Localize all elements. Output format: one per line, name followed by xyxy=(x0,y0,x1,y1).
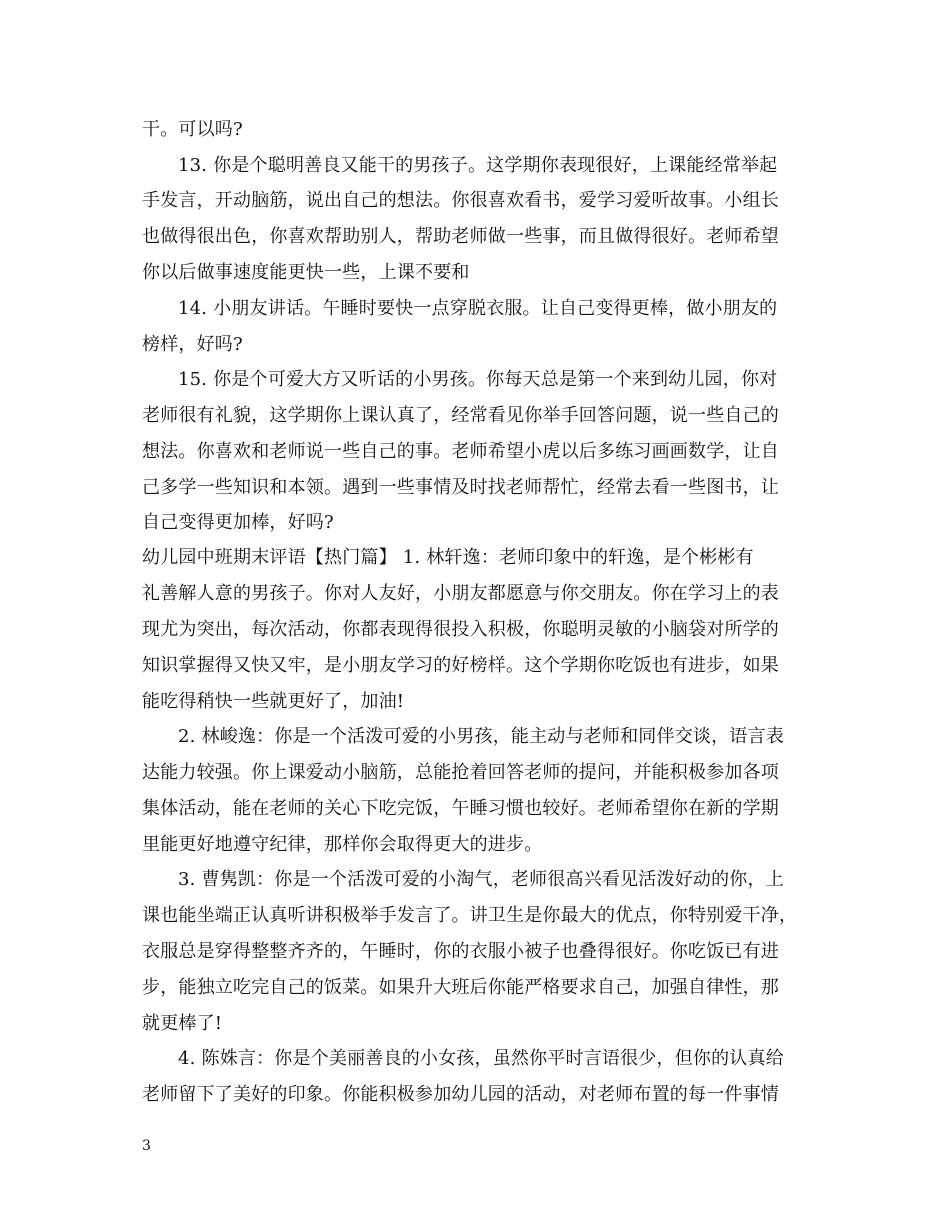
text-line: 礼善解人意的男孩子。你对人友好，小朋友都愿意与你交朋友。你在学习上的表 xyxy=(142,583,779,604)
text-line: 里能更好地遵守纪律，那样你会取得更大的进步。 xyxy=(142,834,543,855)
text-line: 达能力较强。你上课爱动小脑筋，总能抢着回答老师的提问，并能积极参加各项 xyxy=(142,762,779,783)
text-line: 14. 小朋友讲话。午睡时要快一点穿脱衣服。让自己变得更棒，做小朋友的 xyxy=(178,298,778,319)
text-line: 你以后做事速度能更快一些，上课不要和 xyxy=(142,262,470,283)
text-line: 课也能坐端正认真听讲积极举手发言了。讲卫生是你最大的优点，你特别爱干净， xyxy=(142,905,798,926)
text-line: 2. 林峻逸：你是一个活泼可爱的小男孩，能主动与老师和同伴交谈，语言表 xyxy=(178,726,784,747)
page-number: 3 xyxy=(142,1138,151,1154)
text-line: 集体活动，能在老师的关心下吃完饭，午睡习惯也较好。老师希望你在新的学期 xyxy=(142,798,779,819)
text-line: 现尤为突出，每次活动，你都表现得很投入积极，你聪明灵敏的小脑袋对所学的 xyxy=(142,619,779,640)
text-line: 也做得很出色，你喜欢帮助别人，帮助老师做一些事，而且做得很好。老师希望 xyxy=(142,226,779,247)
text-line: 能吃得稍快一些就更好了，加油! xyxy=(142,691,405,712)
text-line: 3. 曹隽凯：你是一个活泼可爱的小淘气，老师很高兴看见活泼好动的你，上 xyxy=(178,869,784,890)
text-line: 13. 你是个聪明善良又能干的男孩子。这学期你表现很好，上课能经常举起 xyxy=(178,155,778,176)
text-line: 想法。你喜欢和老师说一些自己的事。老师希望小虎以后多练习画画数学，让自 xyxy=(142,441,779,462)
text-line: 步，能独立吃完自己的饭菜。如果升大班后你能严格要求自己，加强自律性，那 xyxy=(142,977,779,998)
text-line: 己多学一些知识和本领。遇到一些事情及时找老师帮忙，经常去看一些图书，让 xyxy=(142,477,779,498)
text-line: 15. 你是个可爱大方又听话的小男孩。你每天总是第一个来到幼儿园，你对 xyxy=(178,369,778,390)
text-line: 手发言，开动脑筋，说出自己的想法。你很喜欢看书，爱学习爱听故事。小组长 xyxy=(142,190,779,211)
text-line: 知识掌握得又快又牢，是小朋友学习的好榜样。这个学期你吃饭也有进步，如果 xyxy=(142,655,779,676)
text-line: 老师留下了美好的印象。你能积极参加幼儿园的活动，对老师布置的每一件事情 xyxy=(142,1084,779,1105)
text-line: 衣服总是穿得整整齐齐的，午睡时，你的衣服小被子也叠得很好。你吃饭已有进 xyxy=(142,941,779,962)
text-line: 就更棒了! xyxy=(142,1013,223,1034)
text-line: 老师很有礼貌，这学期你上课认真了，经常看见你举手回答问题，说一些自己的 xyxy=(142,405,779,426)
section-heading-line: 幼儿园中班期末评语【热门篇】 1. 林轩逸：老师印象中的轩逸，是个彬彬有 xyxy=(142,547,754,568)
text-line: 榜样，好吗? xyxy=(142,334,243,355)
text-line: 干。可以吗? xyxy=(142,119,243,140)
text-line: 4. 陈姝言：你是个美丽善良的小女孩，虽然你平时言语很少，但你的认真给 xyxy=(178,1048,784,1069)
text-line: 自己变得更加棒，好吗? xyxy=(142,512,334,533)
